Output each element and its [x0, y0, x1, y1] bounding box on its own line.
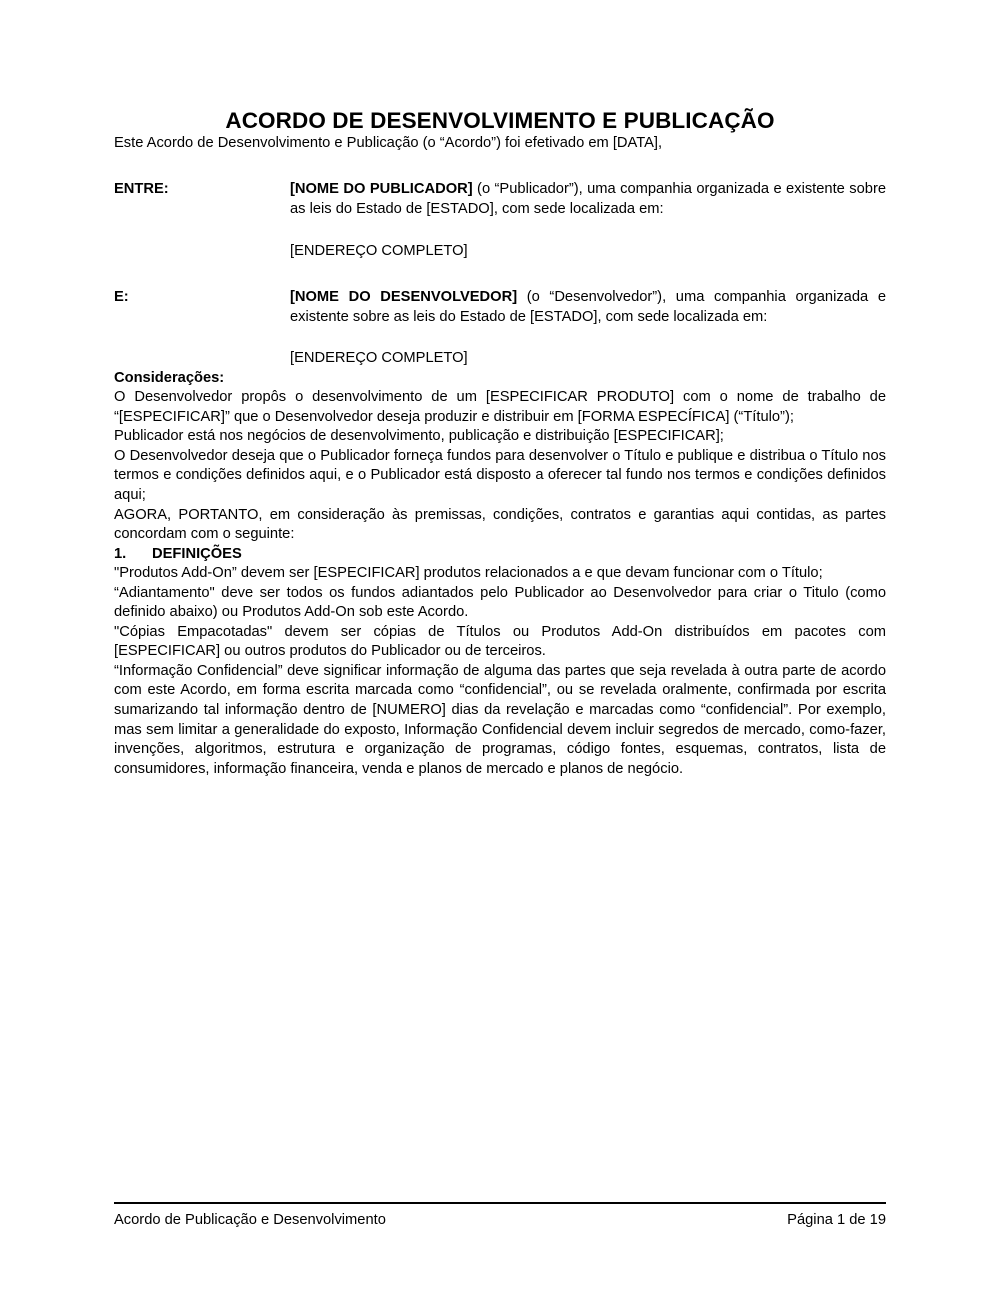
- section-title: DEFINIÇÕES: [152, 545, 242, 562]
- party-description-developer: [290, 288, 886, 327]
- definition-paragraph-add-on: "Produtos Add-On” devem ser [ESPECIFICAR] produtos relacionados a e que devam funcionar com o Título;: [114, 565, 823, 582]
- document-body: [114, 0, 886, 779]
- party-name-developer: [NOME DO DESENVOLVEDOR]: [290, 289, 518, 306]
- party-address-publisher: [ENDEREÇO COMPLETO]: [290, 242, 468, 259]
- intro-paragraph: Este Acordo de Desenvolvimento e Publicação (o “Acordo”) foi efetivado em [DATA],: [114, 134, 663, 151]
- section-heading-definitions: [114, 545, 886, 565]
- footer-document-name: Acordo de Publicação e Desenvolvimento: [114, 1212, 386, 1228]
- party-body-developer: [290, 288, 886, 369]
- footer-page-number: Página 1 de 19: [787, 1212, 886, 1228]
- recital-paragraph-4: AGORA, PORTANTO, em consideração às premissas, condições, contratos e garantias aqui contidas, as partes concordam com o seguinte:: [114, 506, 886, 543]
- party-description-text-developer: (o “Desenvolvedor”), uma companhia organizada e existente sobre as leis do Estado de [ESTADO], com sede localizada em:: [290, 289, 886, 325]
- definition-paragraph-adiantamento: “Adiantamento" deve ser todos os fundos adiantados pelo Publicador ao Desenvolvedor para criar o Titulo (como definido abaixo) ou Produtos Add-On sob este Acordo.: [114, 584, 886, 621]
- recital-paragraph-1: O Desenvolvedor propôs o desenvolvimento de um [ESPECIFICAR PRODUTO] com o nome de trabalho de “[ESPECIFICAR]” que o Desenvolvedor deseja produzir e distribuir em [FORMA ESPECÍFICA] (“Título”);: [114, 389, 886, 425]
- party-body-publisher: [290, 180, 886, 261]
- party-address-developer: [ENDEREÇO COMPLETO]: [290, 350, 468, 367]
- definition-paragraph-copias-empacotadas: "Cópias Empacotadas" devem ser cópias de Títulos ou Produtos Add-On distribuídos em pacotes com [ESPECIFICAR] ou outros produtos do Publicador ou de terceiros.: [114, 623, 886, 660]
- party-description-publisher: [290, 180, 886, 219]
- party-name-publisher: [NOME DO PUBLICADOR]: [290, 181, 473, 198]
- party-block-developer: [114, 288, 886, 369]
- recitals-heading: Considerações:: [114, 369, 225, 386]
- footer-divider: [114, 1202, 886, 1204]
- section-number: 1.: [114, 545, 127, 562]
- footer-row: [114, 1211, 886, 1230]
- page-footer: [114, 1202, 886, 1230]
- definition-paragraph-informacao-confidencial: “Informação Confidencial” deve significar informação de alguma das partes que seja revelada à outra parte de acordo com este Acordo, em forma escrita marcada como “confidencial”, ou se revelada oralmente, confirmada por escrita sumarizando tal informação dentro de [NUMERO] dias da revelação e marcadas como “confidencial”. Por exemplo, mas sem limitar a generalidade do exposto, Informação Confidencial devem incluir segredos de mercado, como-fazer, invenções, algoritmos, estrutura e organização de programas, código fontes, esquemas, contratos, lista de consumidores, informação financeira, venda e planos de mercado e planos de negócio.: [114, 662, 886, 777]
- party-label-publisher: ENTRE:: [114, 181, 169, 198]
- party-label-developer: E:: [114, 289, 129, 306]
- party-description-text-publisher: (o “Publicador”), uma companhia organizada e existente sobre as leis do Estado de [ESTADO], com sede localizada em:: [290, 181, 887, 217]
- party-block-publisher: [114, 180, 886, 261]
- recital-paragraph-2: Publicador está nos negócios de desenvolvimento, publicação e distribuição [ESPECIFICAR];: [114, 428, 724, 445]
- page-title: ACORDO DE DESENVOLVIMENTO E PUBLICAÇÃO: [225, 108, 775, 133]
- recital-paragraph-3: O Desenvolvedor deseja que o Publicador forneça fundos para desenvolver o Título e publique e distribua o Título nos termos e condições definidos aqui, e o Publicador está disposto a oferecer tal fundo nos termos e condições definidos aqui;: [114, 447, 886, 503]
